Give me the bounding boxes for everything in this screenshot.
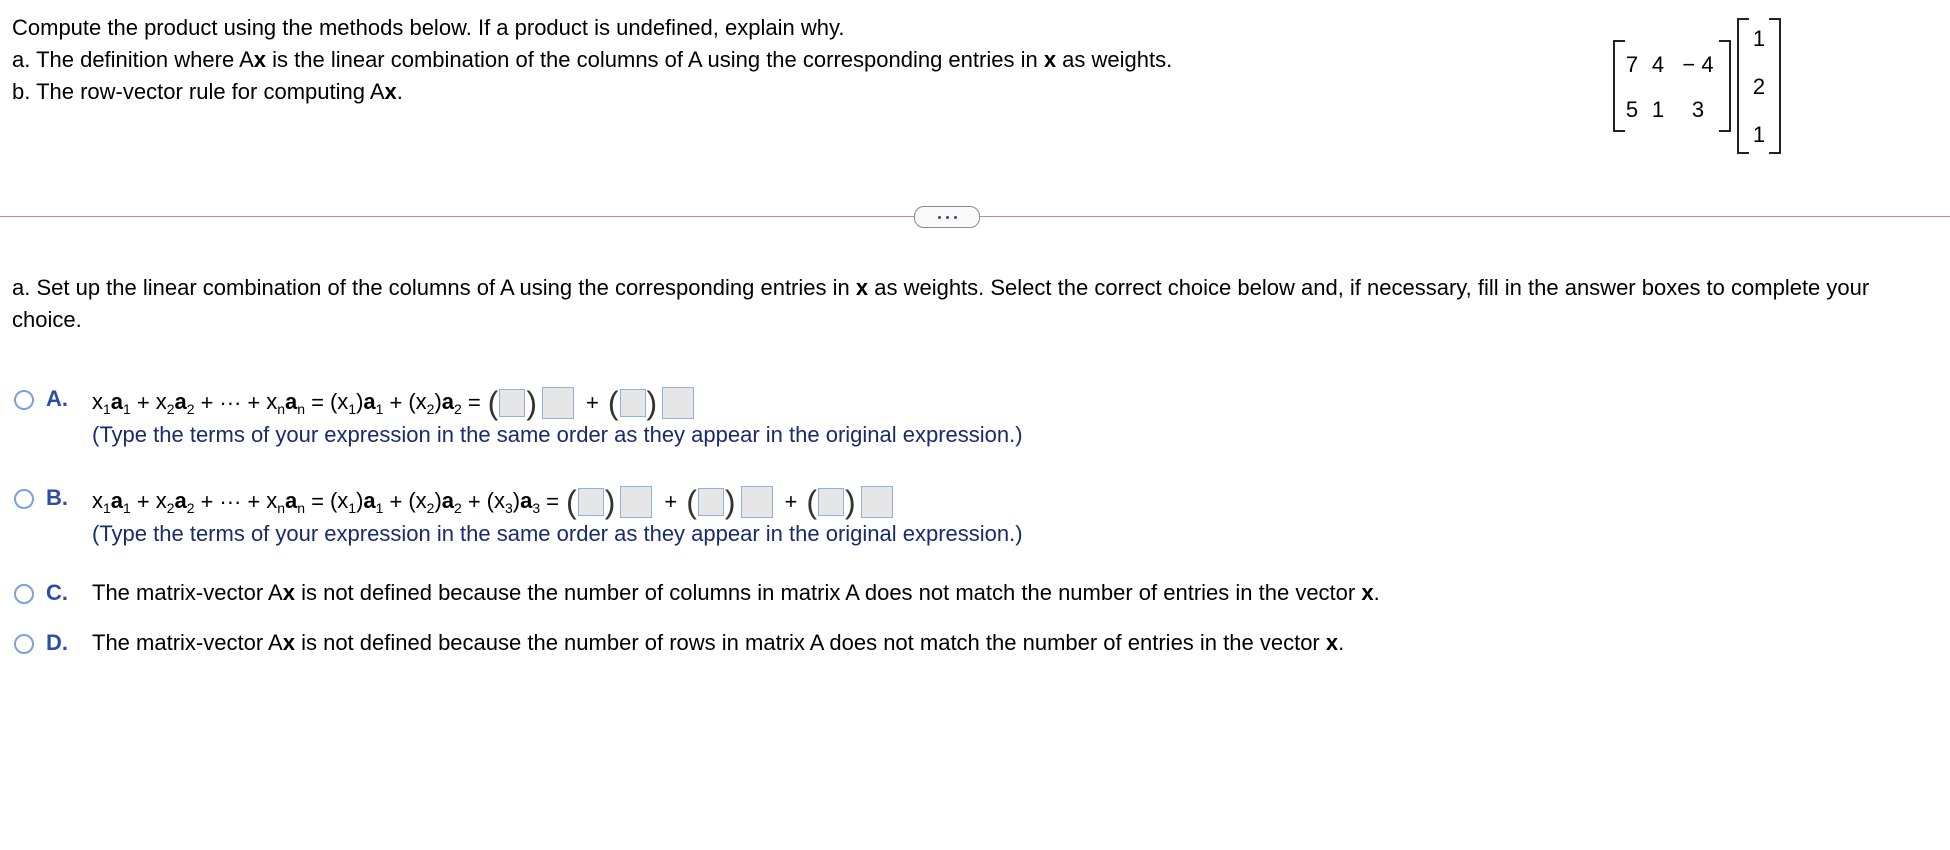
intro-line-3: b. The row-vector rule for computing Ax. — [12, 79, 403, 104]
dot-icon — [954, 216, 957, 219]
problem-statement — [12, 12, 1172, 108]
option-letter: D. — [46, 630, 68, 655]
option-d-text: The matrix-vector Ax is not defined because the number of rows in matrix A does not match the number of entries in the vector x. — [92, 630, 1345, 655]
answer-input-scalar[interactable] — [499, 389, 525, 417]
answer-input-scalar[interactable] — [818, 488, 844, 516]
expand-ellipsis-button[interactable] — [914, 206, 980, 228]
option-d[interactable] — [14, 630, 1344, 656]
question-text: a. Set up the linear combination of the columns of A using the corresponding entries in x as weights. Select the correct choice below and, if necessary, fill in the answer boxes to complete your choice. — [12, 275, 1870, 332]
answer-input-scalar[interactable] — [578, 488, 604, 516]
matrix-a-cell: − 4 — [1682, 52, 1714, 77]
intro-line-1: Compute the product using the methods below. If a product is undefined, explain why. — [12, 15, 845, 40]
radio-option-c[interactable] — [14, 584, 34, 604]
radio-option-b[interactable] — [14, 489, 34, 509]
option-letter: B. — [46, 485, 68, 510]
option-c-text: The matrix-vector Ax is not defined because the number of columns in matrix A does not match the number of entries in the vector x. — [92, 580, 1380, 605]
option-letter: A. — [46, 386, 68, 411]
answer-input-scalar[interactable] — [698, 488, 724, 516]
vector-x-cell: 1 — [1752, 122, 1766, 147]
vector-x — [1737, 18, 1781, 154]
equation-a: $x_1a_1$ + $x_2a_2$ + ··· + $x_na_n$ = $(x_1)a_1$ + $(x_2)a_2$ = ( ) + ( ) — [92, 386, 1023, 420]
answer-input-scalar[interactable] — [620, 389, 646, 417]
matrix-a — [1613, 40, 1731, 132]
matrix-a-cell: 1 — [1651, 97, 1665, 122]
answer-input-vector[interactable] — [620, 486, 652, 518]
dot-icon — [946, 216, 949, 219]
matrix-a-cell: 7 — [1625, 52, 1639, 77]
matrix-a-cell: 3 — [1691, 97, 1705, 122]
answer-input-vector[interactable] — [662, 387, 694, 419]
dot-icon — [938, 216, 941, 219]
vector-x-cell: 2 — [1752, 74, 1766, 99]
option-hint: (Type the terms of your expression in the same order as they appear in the original expression.) — [92, 521, 1023, 546]
option-hint: (Type the terms of your expression in the same order as they appear in the original expression.) — [92, 422, 1023, 447]
matrix-a-cell: 5 — [1625, 97, 1639, 122]
option-a[interactable] — [14, 386, 1023, 448]
radio-option-a[interactable] — [14, 390, 34, 410]
answer-input-vector[interactable] — [861, 486, 893, 518]
answer-input-vector[interactable] — [741, 486, 773, 518]
option-letter: C. — [46, 580, 68, 605]
matrix-a-cell: 4 — [1651, 52, 1665, 77]
equation-b: $x_1a_1$ + $x_2a_2$ + ··· + $x_na_n$ = $(x_1)a_1$ + $(x_2)a_2$ + $(x_3)a_3$ = ( ) + ( ) + ( ) — [92, 485, 1023, 519]
option-b[interactable] — [14, 485, 1023, 547]
intro-line-2: a. The definition where Ax is the linear combination of the columns of A using the corresponding entries in x as weights. — [12, 47, 1173, 72]
answer-input-vector[interactable] — [542, 387, 574, 419]
vector-x-cell: 1 — [1752, 26, 1766, 51]
radio-option-d[interactable] — [14, 634, 34, 654]
option-c[interactable] — [14, 580, 1380, 606]
